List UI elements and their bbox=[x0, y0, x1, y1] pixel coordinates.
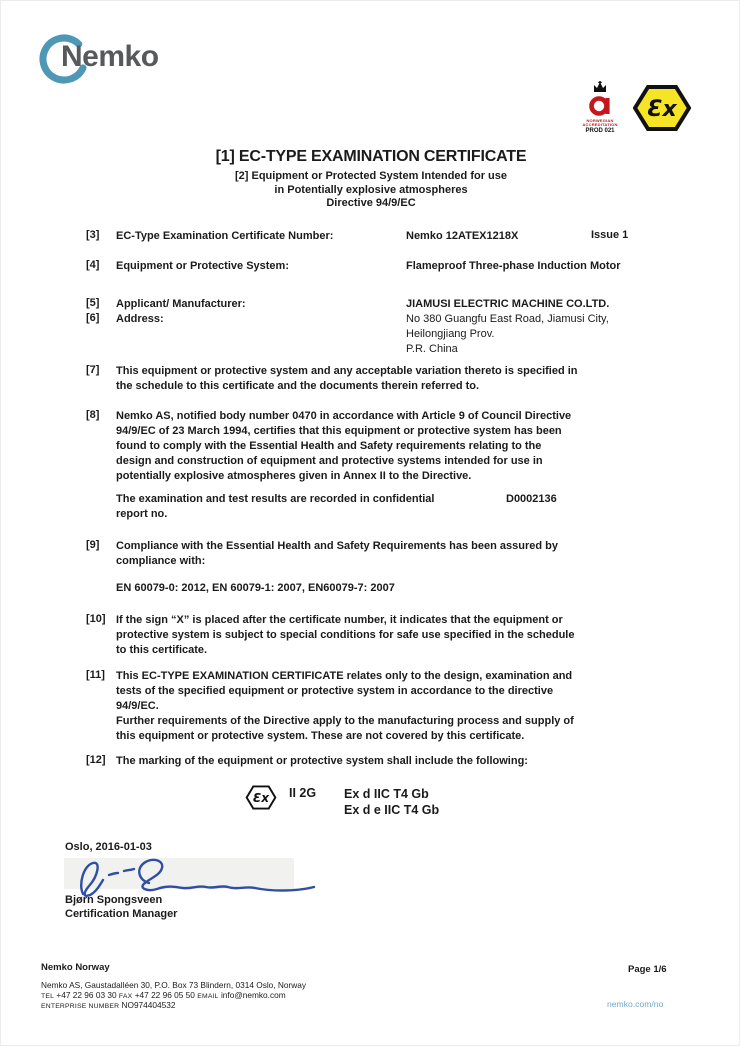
clause-7-text: the schedule to this certificate and the documents therein referred to. bbox=[116, 380, 480, 392]
clause-number: [5] bbox=[86, 297, 100, 309]
clause-8 bbox=[86, 409, 571, 484]
manufacturer-address-block bbox=[406, 297, 609, 357]
marking-code: Ex d IIC T4 Gb bbox=[344, 787, 429, 801]
clause-number: [3] bbox=[86, 229, 100, 241]
clause-11-text: This EC-TYPE EXAMINATION CERTIFICATE relates only to the design, examination and bbox=[116, 670, 573, 682]
report-number: D0002136 bbox=[506, 493, 557, 505]
clause-10-text: protective system is subject to special conditions for safe use specified in the schedule bbox=[116, 629, 575, 641]
footer-contact-block bbox=[41, 963, 306, 1012]
accreditation-prod-number: PROD 021 bbox=[585, 128, 615, 134]
clause-11-text: this equipment or protective system. These are not covered by this certificate. bbox=[116, 730, 525, 742]
certification-marks bbox=[577, 81, 691, 134]
directive-reference: Directive 94/9/EC bbox=[326, 197, 416, 209]
clause-4-label: Equipment or Protective System: bbox=[116, 260, 289, 272]
svg-text:Ɛx: Ɛx bbox=[647, 97, 677, 122]
crown-icon bbox=[592, 81, 608, 93]
clause-8-text: design and construction of equipment and protective systems intended for use in bbox=[116, 455, 543, 467]
clause-number: [12] bbox=[86, 754, 106, 766]
footer-address: Nemko AS, Gaustadalléen 30, P.O. Box 73 Blindern, 0314 Oslo, Norway bbox=[41, 979, 307, 990]
certificate-subtitle: in Potentially explosive atmospheres bbox=[274, 183, 468, 196]
place-and-date: Oslo, 2016-01-03 bbox=[65, 841, 152, 853]
clause-number: [4] bbox=[86, 259, 100, 271]
standards-text: EN 60079-0: 2012, EN 60079-1: 2007, EN60079-7: 2007 bbox=[116, 582, 395, 594]
enterprise-number: NO974404532 bbox=[121, 1000, 176, 1011]
nemko-logo-text: Nemko bbox=[61, 40, 159, 73]
footer-enterprise-line bbox=[41, 1001, 306, 1012]
page-number: Page 1/6 bbox=[628, 964, 667, 975]
address-line: P.R. China bbox=[406, 343, 458, 355]
clause-number: [10] bbox=[86, 613, 106, 625]
footer-company: Nemko Norway bbox=[41, 962, 110, 973]
clause-12 bbox=[86, 754, 528, 769]
clause-11-text: tests of the specified equipment or protective system in accordance to the directive bbox=[116, 685, 554, 697]
fax-number: +47 22 96 05 50 bbox=[134, 989, 195, 1000]
email-label: EMAIL bbox=[197, 992, 219, 1000]
equipment-marking bbox=[1, 782, 740, 822]
marking-code: Ex d e IIC T4 Gb bbox=[344, 803, 440, 817]
clause-9 bbox=[86, 539, 558, 569]
certificate-subtitle: [2] Equipment or Protected System Intended for use bbox=[235, 170, 507, 182]
tel-number: +47 22 96 03 30 bbox=[56, 989, 117, 1000]
accreditation-label: NORWEGIAN bbox=[586, 118, 614, 123]
marking-codes bbox=[344, 786, 439, 818]
clause-12-text: The marking of the equipment or protective system shall include the following: bbox=[116, 755, 528, 767]
enterprise-label: ENTERPRISE NUMBER bbox=[41, 1003, 120, 1011]
clause-5-label: Applicant/ Manufacturer: bbox=[116, 298, 246, 310]
clause-9-text: Compliance with the Essential Health and Safety Requirements has been assured by bbox=[116, 540, 558, 552]
standards-list bbox=[116, 581, 395, 596]
clause-number: [7] bbox=[86, 364, 100, 376]
title-block bbox=[1, 148, 740, 211]
certificate-title: [1] EC-TYPE EXAMINATION CERTIFICATE bbox=[215, 148, 527, 165]
signer-name: Bjørn Spongsveen bbox=[65, 894, 163, 906]
clause-7-text: This equipment or protective system and any acceptable variation thereto is specified in bbox=[116, 365, 578, 377]
clause-10 bbox=[86, 613, 574, 658]
clause-number: [6] bbox=[86, 312, 100, 324]
clause-11 bbox=[86, 669, 574, 744]
clause-11-text: Further requirements of the Directive apply to the manufacturing process and supply of bbox=[116, 715, 574, 727]
signer-title: Certification Manager bbox=[65, 907, 178, 920]
clause-3 bbox=[86, 229, 333, 244]
fax-label: FAX bbox=[118, 992, 133, 1000]
clause-10-text: to this certificate. bbox=[116, 644, 208, 656]
accreditation-a-icon bbox=[588, 94, 612, 118]
report-text: The examination and test results are recorded in confidential bbox=[116, 493, 435, 505]
certificate-number: Nemko 12ATEX1218X bbox=[406, 230, 519, 242]
clause-9-text: compliance with: bbox=[116, 555, 206, 567]
clause-11-text: 94/9/EC. bbox=[116, 700, 159, 712]
clause-10-text: If the sign “X” is placed after the certificate number, it indicates that the equipment or bbox=[116, 614, 563, 626]
clause-7 bbox=[86, 364, 578, 394]
clause-3-label: EC-Type Examination Certificate Number: bbox=[116, 230, 334, 242]
clause-8-text: potentially explosive atmospheres given in Annex II to the Directive. bbox=[116, 470, 472, 482]
address-line: No 380 Guangfu East Road, Jiamusi City, bbox=[406, 313, 609, 325]
marking-group: II 2G bbox=[289, 786, 317, 800]
manufacturer-name: JIAMUSI ELECTRIC MACHINE CO.LTD. bbox=[406, 298, 610, 310]
atex-ex-icon bbox=[633, 85, 691, 131]
report-text: report no. bbox=[116, 508, 168, 520]
clause-4 bbox=[86, 259, 289, 274]
clause-number: [11] bbox=[86, 669, 105, 681]
clause-number: [9] bbox=[86, 539, 100, 551]
clause-8-text: found to comply with the Essential Health and Safety requirements relating to the bbox=[116, 440, 542, 452]
nemko-logo bbox=[37, 31, 167, 89]
clause-8-text: Nemko AS, notified body number 0470 in accordance with Article 9 of Council Directive bbox=[116, 410, 572, 422]
clause-6 bbox=[86, 312, 164, 327]
tel-label: TEL bbox=[41, 992, 55, 1000]
report-reference bbox=[116, 492, 557, 522]
website-link[interactable]: nemko.com/no bbox=[607, 999, 664, 1009]
signer-block bbox=[65, 894, 177, 921]
clause-8-text: 94/9/EC of 23 March 1994, certifies that this equipment or protective system has been bbox=[116, 425, 562, 437]
ex-hexagon-icon bbox=[245, 784, 277, 811]
svg-text:Ɛx: Ɛx bbox=[252, 790, 270, 805]
norwegian-accreditation-mark bbox=[577, 81, 623, 134]
issue-number: Issue 1 bbox=[591, 229, 629, 241]
clause-5 bbox=[86, 297, 246, 312]
equipment-name: Flameproof Three-phase Induction Motor bbox=[406, 260, 621, 272]
address-line: Heilongjiang Prov. bbox=[406, 328, 495, 340]
accreditation-label: ACCREDITATION bbox=[582, 122, 618, 127]
clause-6-label: Address: bbox=[116, 313, 164, 325]
email-address: info@nemko.com bbox=[220, 989, 286, 1000]
clause-number: [8] bbox=[86, 409, 100, 421]
